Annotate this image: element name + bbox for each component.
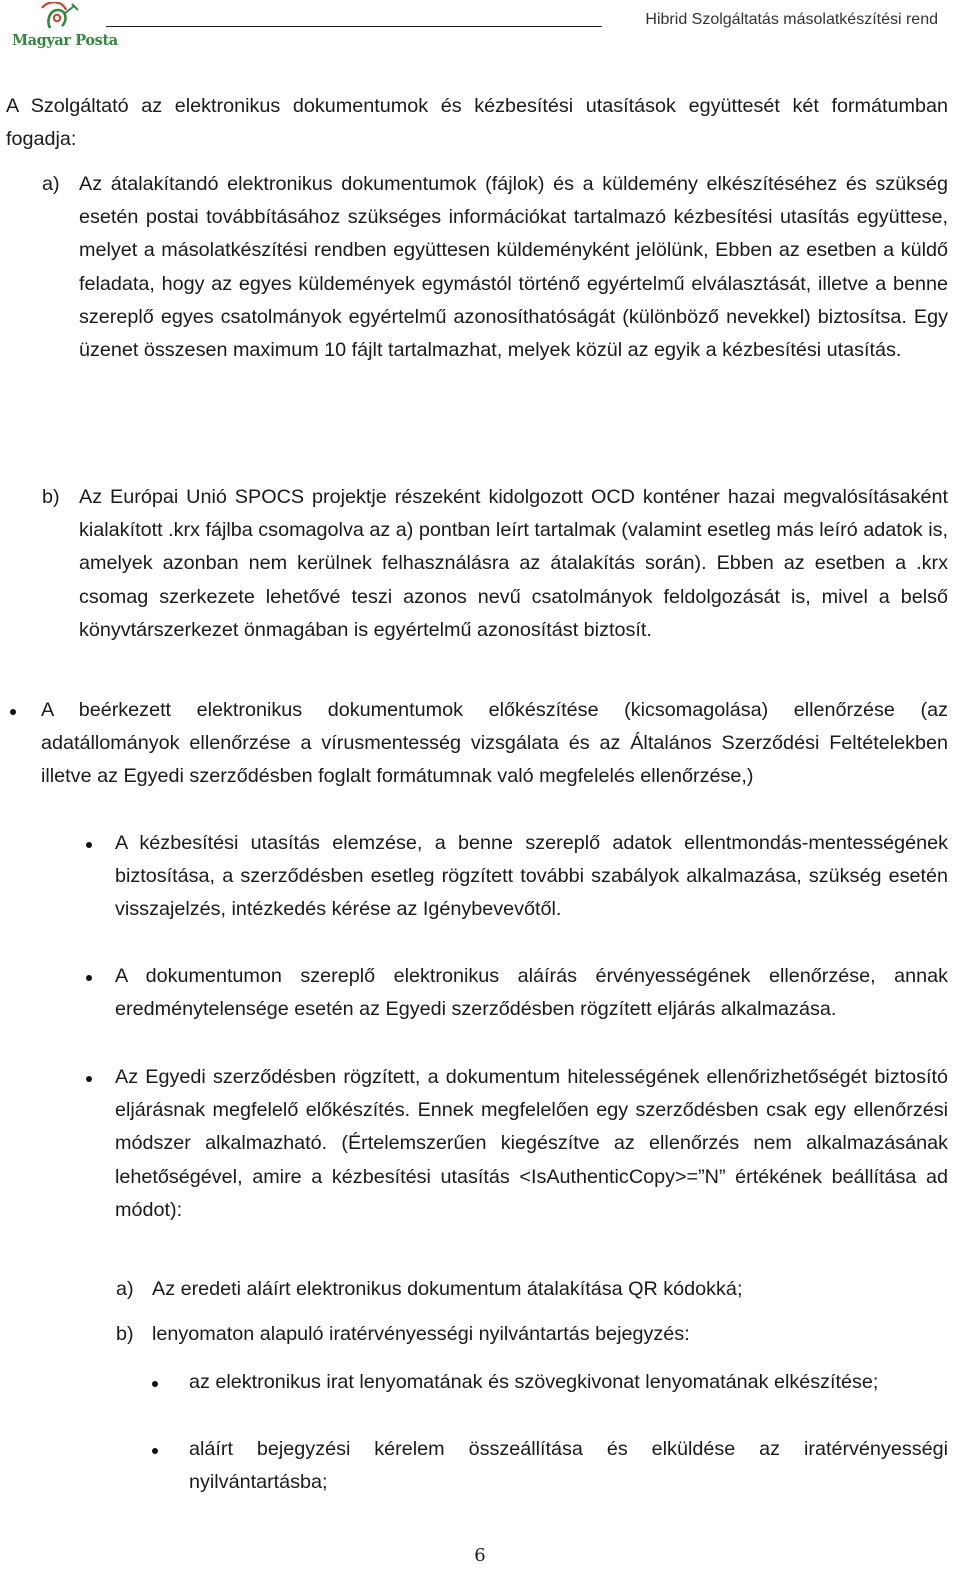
format-item-b <box>42 481 948 647</box>
bullet-icon <box>10 709 16 715</box>
bullet-icon <box>152 1448 158 1454</box>
list-marker: b) <box>116 1323 134 1345</box>
bullet-icon <box>152 1381 158 1387</box>
bullet-icon <box>86 1076 92 1082</box>
method-text: Az eredeti aláírt elektronikus dokumentum átalakítása QR kódokká; <box>152 1278 743 1300</box>
sub-bullet <box>80 827 948 927</box>
magyar-posta-logo <box>12 2 118 56</box>
method-item-a <box>116 1273 948 1306</box>
intro-paragraph: A Szolgáltató az elektronikus dokumentumok és kézbesítési utasítások együttesét két formátumban fogadja: <box>6 95 948 151</box>
logo-text: Magyar Posta <box>12 32 118 49</box>
page-header <box>0 0 960 60</box>
main-bullet <box>0 694 948 794</box>
header-rule <box>106 26 602 27</box>
sub-bullet-text: A dokumentumon szereplő elektronikus aláírás érvényességének ellenőrzése, annak eredménytelensége esetén az Egyedi szerződésben rögzített eljárás alkalmazása. <box>115 965 948 1021</box>
page-number: 6 <box>474 1545 486 1566</box>
sub-bullet-text: A kézbesítési utasítás elemzése, a benne szereplő adatok ellentmondás-mentességének biztosítása, a szerződésben esetleg rögzített további szabályok alkalmazása, szükség esetén visszajelzés, intézkedés kérése az Igénybevevőtől. <box>115 832 948 921</box>
registry-step-text: aláírt bejegyzési kérelem összeállítása és elküldése az iratérvényességi nyilvántartásba; <box>189 1438 948 1494</box>
sub-bullet <box>80 960 948 1026</box>
header-title: Hibrid Szolgáltatás másolatkészítési rend <box>645 11 938 28</box>
registry-step <box>150 1433 948 1499</box>
registry-step-text: az elektronikus irat lenyomatának és szövegkivonat lenyomatának elkészítése; <box>189 1371 879 1393</box>
sub-bullet <box>80 1061 948 1227</box>
list-marker: a) <box>42 173 60 195</box>
format-item-a <box>42 168 948 367</box>
bullet-icon <box>86 842 92 848</box>
bullet-icon <box>86 975 92 981</box>
method-item-b <box>116 1318 948 1351</box>
sub-bullet-text: Az Egyedi szerződésben rögzített, a dokumentum hitelességének ellenőrizhetőségét biztosító eljárásnak megfelelő előkészítés. Ennek megfelelően egy szerződésben csak egy ellenőrzési módszer alkalmazható. (Értelemszerűen kiegészítve az ellenőrzés nem alkalmazásának lehetőségével, amire a kézbesítési utasítás <IsAuthenticCopy>=”N” értékének beállítása ad módot): <box>115 1066 948 1221</box>
list-marker: b) <box>42 486 60 508</box>
list-marker: a) <box>116 1278 134 1300</box>
method-text: lenyomaton alapuló iratérvényességi nyilvántartás bejegyzés: <box>152 1323 690 1345</box>
registry-step <box>150 1366 948 1399</box>
format-text: Az átalakítandó elektronikus dokumentumok (fájlok) és a küldemény elkészítéséhez és szükség esetén postai továbbításához szükséges információkat tartalmazó kézbesítési utasítás együttese, melyet a másolatkészítési rendben együttesen küldeményként jelölünk, Ebben az esetben a küldő feladata, hogy az egyes küldemények egymástól történő egyértelmű elválasztását, illetve a benne szereplő egyes csatolmányok egyértelmű azonosíthatóságát (különböző nevekkel) biztosítsa. Egy üzenet összesen maximum 10 fájlt tartalmazhat, melyek közül az egyik a kézbesítési utasítás. <box>79 173 948 362</box>
format-text: Az Európai Unió SPOCS projektje részeként kidolgozott OCD konténer hazai megvalósításaként kialakított .krx fájlba csomagolva az a) pontban leírt tartalmak (valamint esetleg más leíró adatok is, amelyek azonban nem kerülnek felhasználásra az átalakítás során). Ebben az esetben a .krx csomag szerkezete lehetővé teszi azonos nevű csatolmányok feldolgozását is, mivel a belső könyvtárszerkezet önmagában is egyértelmű azonosítást biztosít. <box>79 486 948 641</box>
main-bullet-text: A beérkezett elektronikus dokumentumok előkészítése (kicsomagolása) ellenőrzése (az adatállományok ellenőrzése a vírusmentesség vizsgálata és az Általános Szerződési Feltételekben illetve az Egyedi szerződésben foglalt formátumnak való megfelelés ellenőrzése,) <box>41 699 948 788</box>
